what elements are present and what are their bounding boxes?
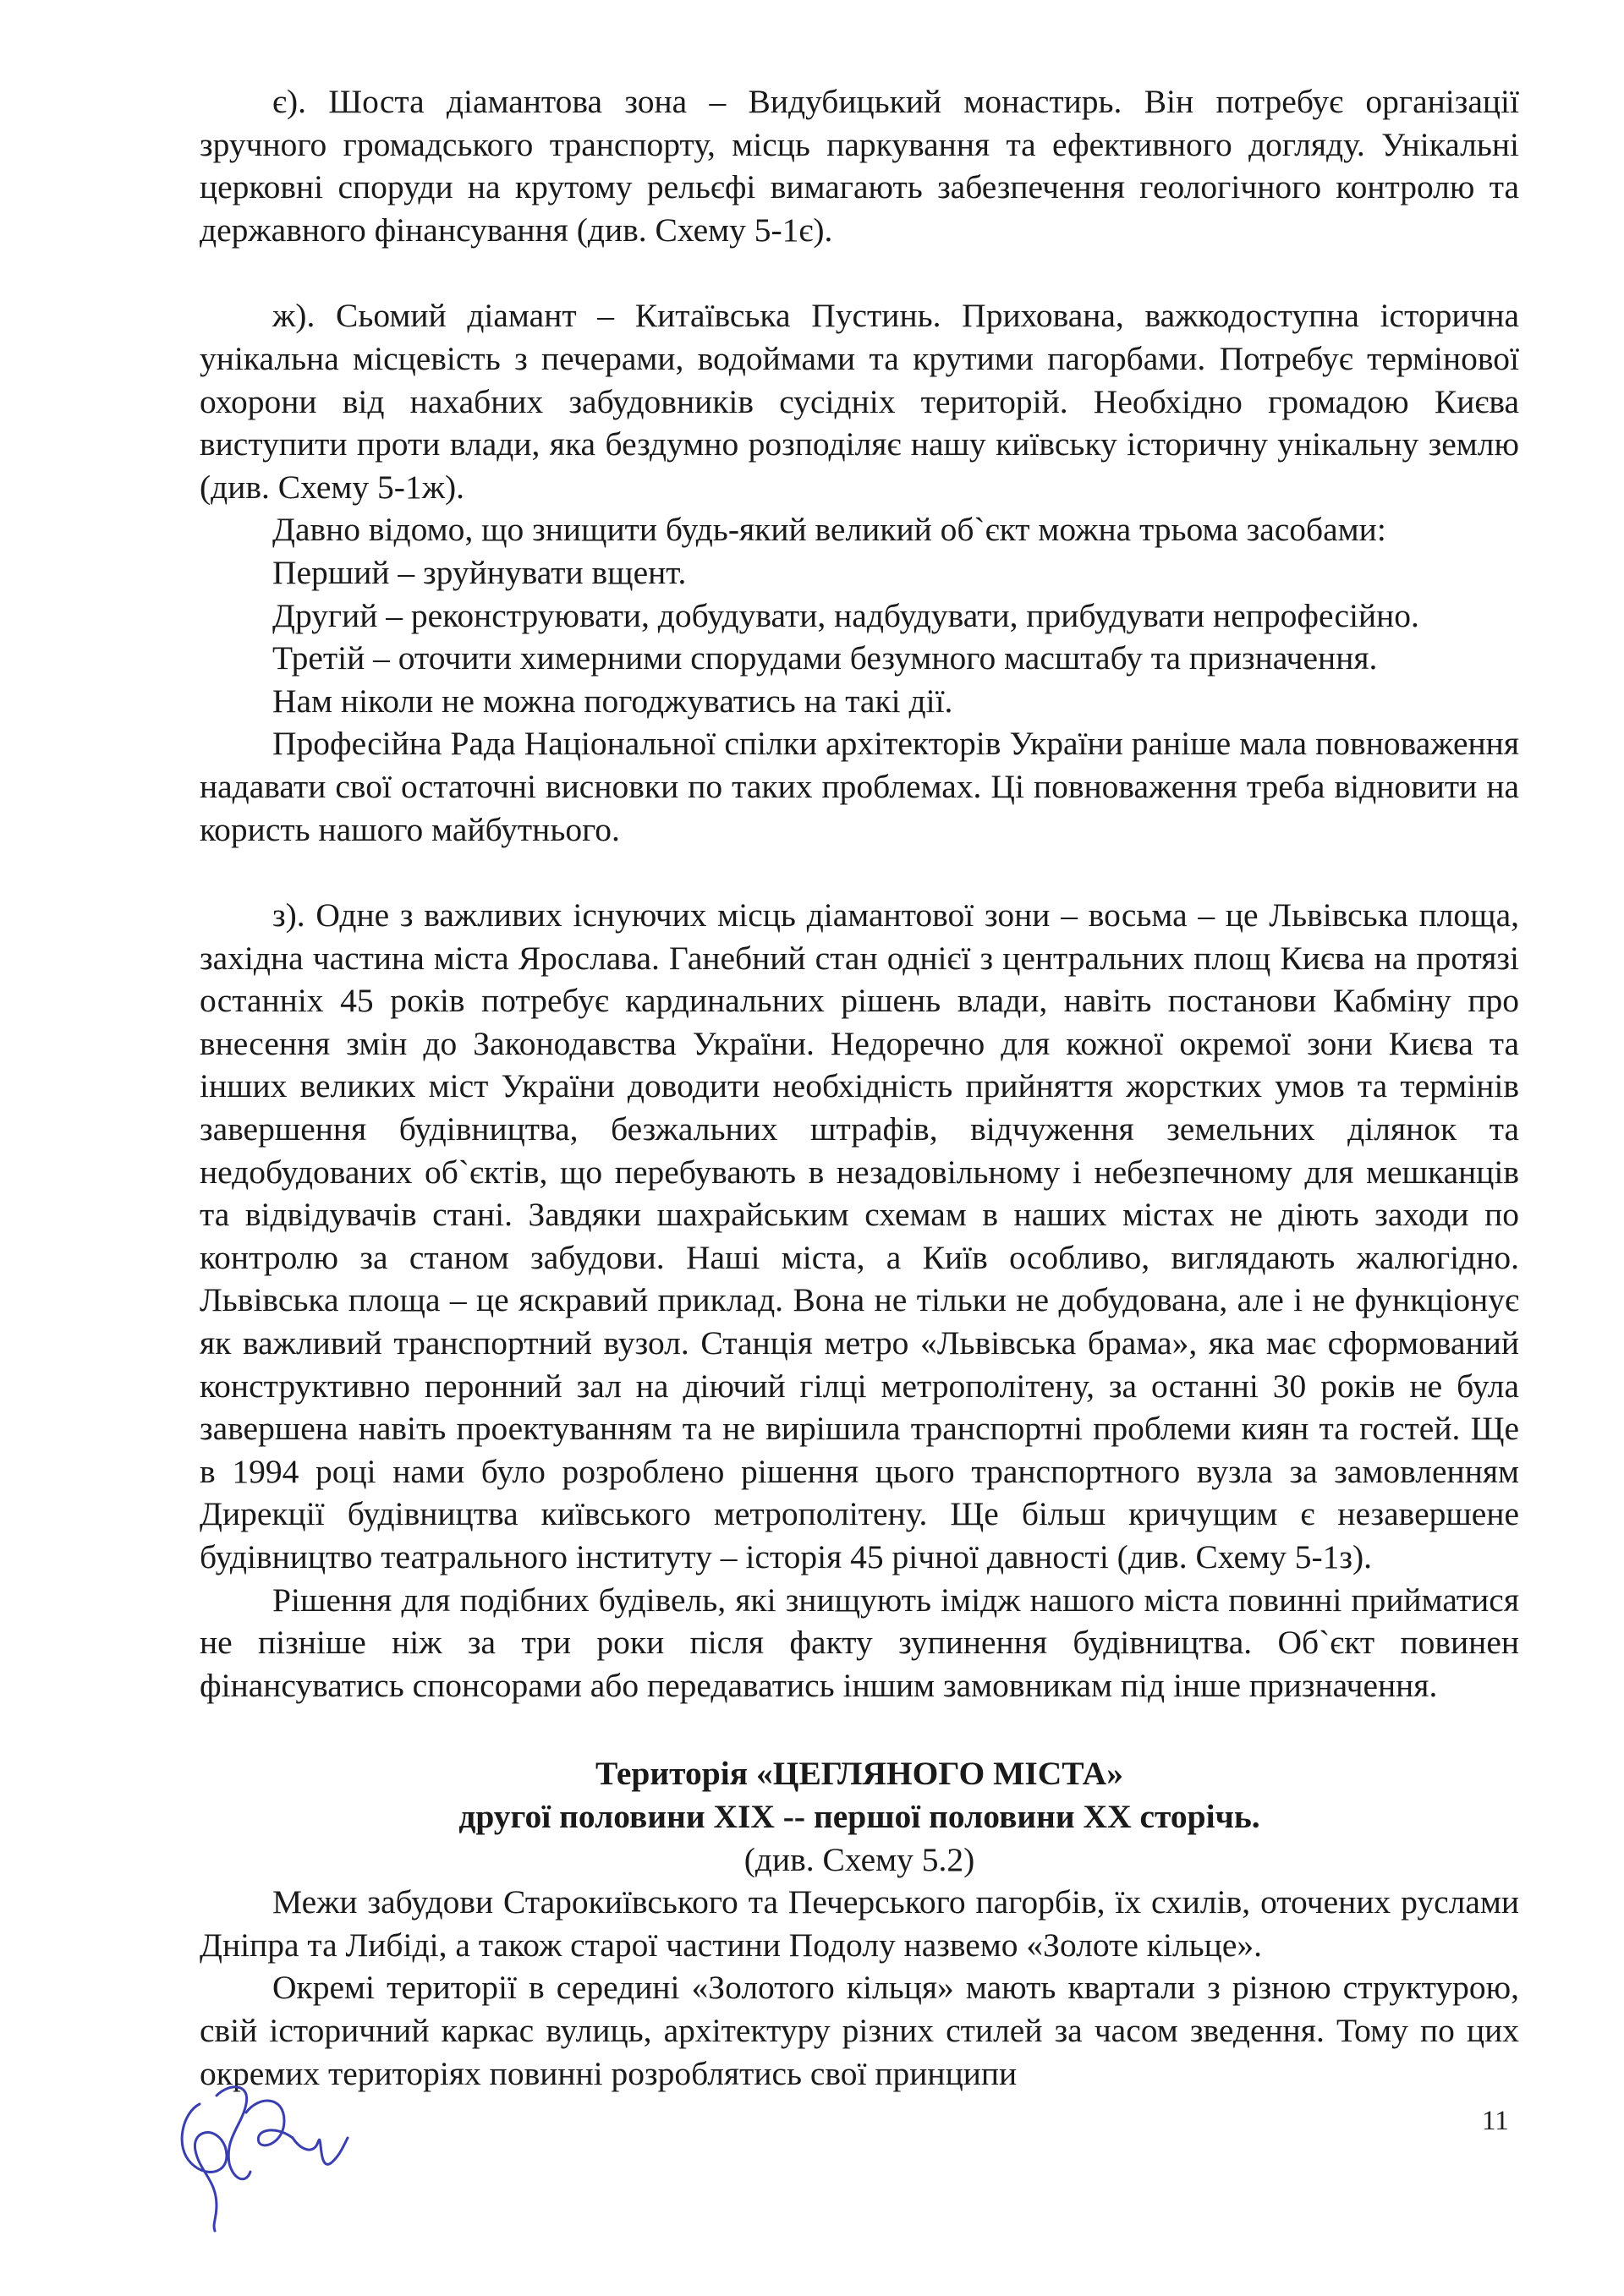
paragraph-three-ways: Давно відомо, що знищити будь-який великий об`єкт можна трьома засобами: <box>272 511 1386 549</box>
paragraph-kytaivska: ж). Сьомий діамант – Китаївська Пустинь. Прихована, важкодоступна історична унікальна місцевість з печерами, водоймами та крутими пагорбами. Потребує термінової охорони від нахабних забудовників сусідніх територій. Необхідно громадою Києва виступити проти влади, яка бездумно розподіляє нашу київську історичну унікальну землю (див. Схему 5-1ж). <box>200 297 1519 506</box>
section-title: Територія «ЦЕГЛЯНОГО МІСТА» <box>595 1755 1123 1793</box>
handwritten-signature-icon <box>166 2045 369 2239</box>
paragraph-never-agree: Нам ніколи не можна погоджуватись на такі дії. <box>272 682 953 720</box>
section-reference: (див. Схему 5.2) <box>743 1840 975 1878</box>
list-item-third: Третій – оточити химерними спорудами безумного масштабу та призначення. <box>272 639 1378 677</box>
paragraph-buildings-decision: Рішення для подібних будівель, які знищують імідж нашого міста повинні прийматися не пізніше ніж за три роки після факту зупинення будівництва. Об`єкт повинен фінансуватись спонсорами або передаватись іншим замовникам під інше призначення. <box>200 1581 1519 1704</box>
page-number: 11 <box>1482 2106 1509 2136</box>
list-item-first: Перший – зруйнувати вщент. <box>272 553 687 591</box>
paragraph-professional-council: Професійна Рада Національної спілки архітекторів України раніше мала повноваження надавати свої остаточні висновки по таких проблемах. Ці повноваження треба відновити на користь нашого майбутнього. <box>200 725 1519 848</box>
paragraph-golden-ring: Межи забудови Старокиївського та Печерського пагорбів, їх схилів, оточених руслами Дніпра та Либіді, а також старої частини Подолу назвемо «Золоте кільце». <box>200 1883 1519 1964</box>
paragraph-territories: Окремі території в середині «Золотого кільця» мають квартали з різною структурою, свій історичний каркас вулиць, архітектуру різних стилей за часом зведення. Тому по цих окремих територіях повинні розроблятись свої принципи <box>200 1969 1519 2092</box>
document-page <box>200 80 1519 2095</box>
list-item-second: Другий – реконструювати, добудувати, надбудувати, прибудувати непрофесійно. <box>272 596 1419 634</box>
paragraph-lvivska-square: з). Одне з важливих існуючих місць діамантової зони – восьма – це Львівська площа, західна частина міста Ярослава. Ганебний стан однієї з центральних площ Києва на протязі останніх 45 років потребує кардинальних рішень влади, навіть постанови Кабміну про внесення змін до Законодавства України. Недоречно для кожної окремої зони Києва та інших великих міст України доводити необхідність прийняття жорстких умов та термінів завершення будівництва, безжальних штрафів, відчуження земельних ділянок та недобудованих об`єктів, що перебувають в незадовільному і небезпечному для мешканців та відвідувачів стані. Завдяки шахрайським схемам в наших містах не діють заходи по контролю за станом забудови. Наші міста, а Київ особливо, виглядають жалюгідно. Львівська площа – це яскравий приклад. Вона не тільки не добудована, але і не функціонує як важливий транспортний вузол. Станція метро «Львівська брама», яка має сформований конструктивно перонний зал на діючий гілці метрополітену, за останні 30 років не була завершена навіть проектуванням та не вирішила транспортні проблеми киян та гостей. Ще в 1994 році нами було розроблено рішення цього транспортного вузла за замовленням Дирекції будівництва київського метрополітену. Ще більш кричущим є незавершене будівництво театрального інституту – історія 45 річної давності (див. Схему 5-1з). <box>200 896 1519 1575</box>
paragraph-vydubytsky: є). Шоста діамантова зона – Видубицький монастирь. Він потребує організації зручного громадського транспорту, місць паркування та ефективного догляду. Унікальні церковні споруди на крутому рельєфі вимагають забезпечення геологічного контролю та державного фінансування (див. Схему 5-1є). <box>200 83 1519 249</box>
section-subtitle: другої половини XIX -- першої половини XX сторічь. <box>458 1797 1260 1835</box>
